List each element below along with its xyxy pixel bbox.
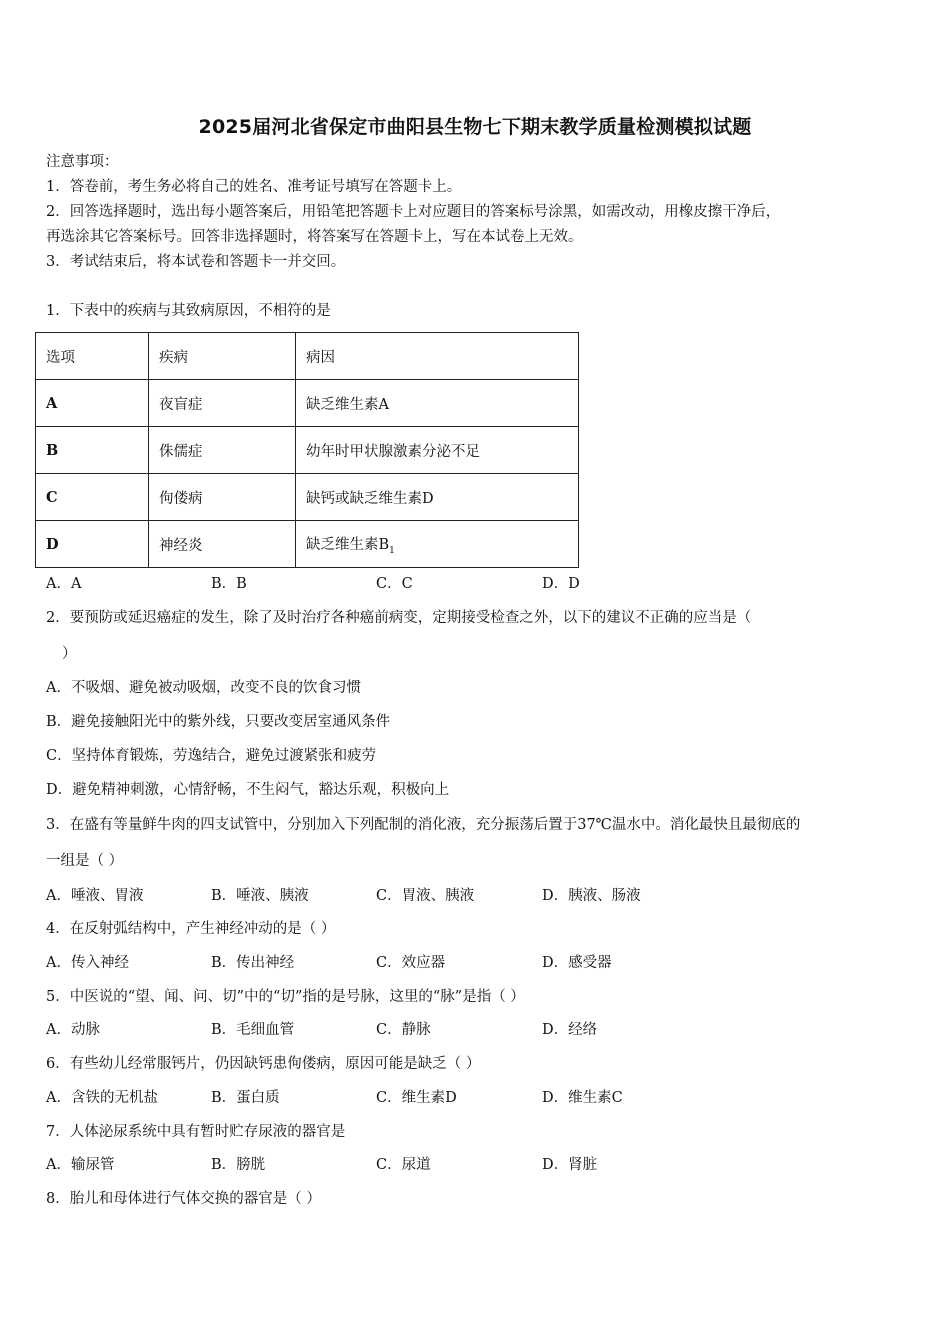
q3-option-a: A．唾液、胃液 bbox=[46, 888, 144, 904]
q1-table bbox=[35, 332, 579, 568]
q4-option-c: C．效应器 bbox=[376, 955, 446, 971]
table-row bbox=[36, 380, 579, 427]
q1-option-c: C．C bbox=[376, 576, 413, 592]
q2-option-c: C．坚持体育锻炼，劳逸结合，避免过渡紧张和疲劳 bbox=[46, 748, 377, 764]
q5-option-b: B．毛细血管 bbox=[211, 1022, 295, 1038]
q3-stem-line-2: 一组是（ ） bbox=[46, 853, 124, 869]
table-cell: 缺乏维生素A bbox=[296, 380, 579, 427]
table-cell bbox=[296, 521, 579, 568]
table-row bbox=[36, 521, 579, 568]
q2-option-b: B．避免接触阳光中的紫外线，只要改变居室通风条件 bbox=[46, 714, 391, 730]
q3-stem-line-1: 3．在盛有等量鲜牛肉的四支试管中，分别加入下列配制的消化液，充分振荡后置于37℃温水中。消化最快且最彻底的 bbox=[46, 817, 801, 833]
table-row bbox=[36, 474, 579, 521]
table-header-cell: 病因 bbox=[296, 333, 579, 380]
q6-stem: 6．有些幼儿经常服钙片，仍因缺钙患佝偻病，原因可能是缺乏（ ） bbox=[46, 1056, 481, 1072]
table-cell: C bbox=[36, 474, 149, 521]
notice-heading: 注意事项： bbox=[46, 154, 119, 170]
q3-option-b: B．唾液、胰液 bbox=[211, 888, 309, 904]
q1-stem: 1．下表中的疾病与其致病原因，不相符的是 bbox=[46, 303, 331, 319]
q7-option-c: C．尿道 bbox=[376, 1157, 431, 1173]
q4-option-a: A．传入神经 bbox=[46, 955, 129, 971]
q3-option-d: D．胰液、肠液 bbox=[542, 888, 641, 904]
q2-stem-line-1: 2．要预防或延迟癌症的发生，除了及时治疗各种癌前病变，定期接受检查之外，以下的建议不正确的应当是（ bbox=[46, 610, 752, 626]
q4-option-b: B．传出神经 bbox=[211, 955, 295, 971]
q5-stem: 5．中医说的“望、闻、问、切”中的“切”指的是号脉，这里的“脉”是指（ ） bbox=[46, 989, 525, 1005]
q1-option-b: B．B bbox=[211, 576, 247, 592]
q3-option-c: C．胃液、胰液 bbox=[376, 888, 475, 904]
cell-text: 缺乏维生素B bbox=[306, 536, 390, 553]
table-cell: 侏儒症 bbox=[149, 427, 296, 474]
table-cell: 神经炎 bbox=[149, 521, 296, 568]
q5-option-c: C．静脉 bbox=[376, 1022, 431, 1038]
q6-option-a: A．含铁的无机盐 bbox=[46, 1090, 158, 1106]
q7-option-a: A．输尿管 bbox=[46, 1157, 115, 1173]
table-cell: A bbox=[36, 380, 149, 427]
table-row bbox=[36, 333, 579, 380]
q5-option-a: A．动脉 bbox=[46, 1022, 100, 1038]
table-cell: 缺钙或缺乏维生素D bbox=[296, 474, 579, 521]
q5-option-d: D．经络 bbox=[542, 1022, 598, 1038]
notice-line-3: 再选涂其它答案标号。回答非选择题时，将答案写在答题卡上，写在本试卷上无效。 bbox=[46, 229, 583, 245]
q1-option-d: D．D bbox=[542, 576, 580, 592]
table-cell: D bbox=[36, 521, 149, 568]
notice-line-1: 1．答卷前，考生务必将自己的姓名、准考证号填写在答题卡上。 bbox=[46, 179, 462, 195]
q6-option-d: D．维生素C bbox=[542, 1090, 623, 1106]
table-cell: 幼年时甲状腺激素分泌不足 bbox=[296, 427, 579, 474]
subscript: 1 bbox=[389, 545, 395, 556]
q4-stem: 4．在反射弧结构中，产生神经冲动的是（ ） bbox=[46, 921, 336, 937]
table-cell: 佝偻病 bbox=[149, 474, 296, 521]
q8-stem: 8．胎儿和母体进行气体交换的器官是（ ） bbox=[46, 1191, 321, 1207]
page-title: 2025届河北省保定市曲阳县生物七下期末教学质量检测模拟试题 bbox=[198, 116, 752, 138]
q6-option-b: B．蛋白质 bbox=[211, 1090, 280, 1106]
q7-option-b: B．膀胱 bbox=[211, 1157, 266, 1173]
table-cell: B bbox=[36, 427, 149, 474]
q6-option-c: C．维生素D bbox=[376, 1090, 457, 1106]
table-row bbox=[36, 427, 579, 474]
q4-option-d: D．感受器 bbox=[542, 955, 612, 971]
q7-stem: 7．人体泌尿系统中具有暂时贮存尿液的器官是 bbox=[46, 1124, 346, 1140]
table-cell: 夜盲症 bbox=[149, 380, 296, 427]
q2-stem-line-2: ） bbox=[62, 646, 77, 662]
notice-line-4: 3．考试结束后，将本试卷和答题卡一并交回。 bbox=[46, 254, 346, 270]
q1-option-a: A．A bbox=[46, 576, 82, 592]
q2-option-a: A．不吸烟、避免被动吸烟，改变不良的饮食习惯 bbox=[46, 680, 361, 696]
table-header-cell: 选项 bbox=[36, 333, 149, 380]
q7-option-d: D．肾脏 bbox=[542, 1157, 598, 1173]
q2-option-d: D．避免精神刺激，心情舒畅，不生闷气，豁达乐观，积极向上 bbox=[46, 782, 450, 798]
table-header-cell: 疾病 bbox=[149, 333, 296, 380]
notice-line-2: 2．回答选择题时，选出每小题答案后，用铅笔把答题卡上对应题目的答案标号涂黑，如需改动，用橡皮擦干净后， bbox=[46, 204, 781, 220]
